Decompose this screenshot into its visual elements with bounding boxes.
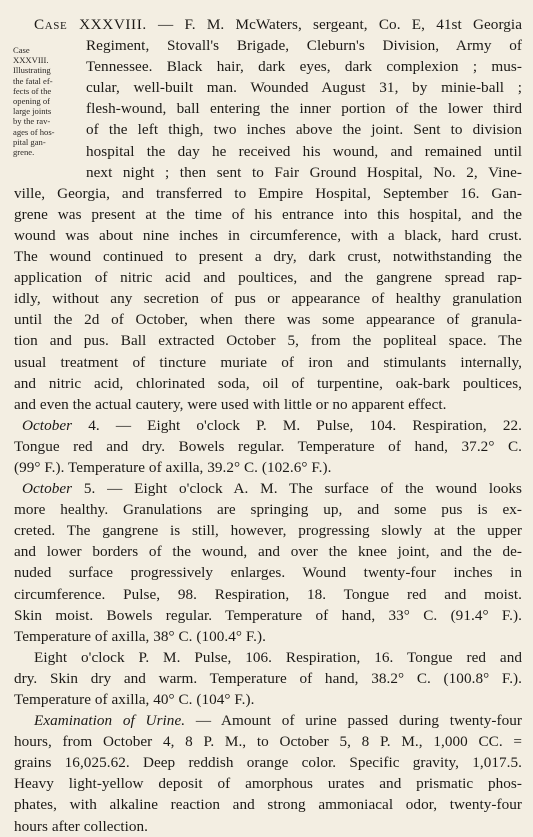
text-line: hours, from October 4, 8 P. M., to October 5, 8 P. M., 1,000 CC. = <box>14 733 522 751</box>
text-fragment: — F. M. McWaters, sergeant, Co. E, 41st Georgia <box>158 16 522 33</box>
text-line <box>14 710 522 731</box>
text-fragment: — Amount of urine passed during twenty-four <box>195 712 522 730</box>
text-line: grains 16,025.62. Deep reddish orange color. Specific gravity, 1,017.5. <box>14 754 522 772</box>
text-fragment: 4. — Eight o'clock P. M. Pulse, 104. Respiration, 22. <box>88 416 522 434</box>
text-line: hours after collection. <box>14 817 148 835</box>
text-line: more healthy. Granulations are springing up, and some pus is ex- <box>14 501 522 519</box>
text-line: idly, without any secretion of pus or appearance of healthy granulation <box>14 290 522 308</box>
text-line: and nitric acid, chlorinated soda, oil of turpentine, oak-bark poultices, <box>14 374 522 392</box>
margin-note-line: XXXVIII. <box>13 55 49 66</box>
margin-note-line: large joints <box>13 106 52 117</box>
text-line: Temperature of axilla, 40° C. (104° F.). <box>14 691 255 708</box>
text-line: nuded surface progressively enlarges. Wound twenty-four inches in <box>14 564 522 582</box>
margin-note-line: opening of <box>13 96 50 107</box>
text-line: of the left thigh, two inches above the joint. Sent to division <box>86 121 522 139</box>
text-line: grene was present at the time of his entrance into this hospital, and the <box>14 205 522 223</box>
text-line: and even the actual cautery, were used with little or no apparent effect. <box>14 395 447 413</box>
text-line: until the 2d of October, when there was some appearance of granula- <box>14 311 522 329</box>
margin-note-line: Illustrating <box>13 65 51 76</box>
text-line: Tennessee. Black hair, dark eyes, dark complexion ; mus- <box>86 58 522 76</box>
text-line <box>14 14 522 35</box>
margin-note-line: by the rav- <box>13 116 51 127</box>
text-line: cular, well-built man. Wounded August 31, by minie-ball ; <box>86 79 522 97</box>
margin-note-line: Case <box>13 45 30 55</box>
margin-note-line: grene. <box>13 147 35 158</box>
text-line: hospital the day he received his wound, and remained until <box>86 142 522 160</box>
margin-note-line: pital gan- <box>13 136 46 147</box>
text-line: The wound continued to present a dry, dark crust, notwithstanding the <box>14 248 522 266</box>
margin-note-line: ages of hos- <box>13 126 55 137</box>
text-line: Heavy light-yellow deposit of amorphous urates and prismatic phos- <box>14 775 522 793</box>
text-line: flesh-wound, ball entering the inner portion of the lower third <box>86 100 522 118</box>
text-fragment: 5. — Eight o'clock A. M. The surface of the wound looks <box>83 480 522 498</box>
text-line: tion and pus. Ball extracted October 5, from the popliteal space. The <box>14 332 522 350</box>
date-label: October <box>22 480 73 498</box>
section-heading: Examination of Urine. <box>34 712 186 730</box>
text-line: Regiment, Stovall's Brigade, Cleburn's Division, Army of <box>86 37 522 55</box>
text-line: next night ; then sent to Fair Ground Hospital, No. 2, Vine- <box>86 163 522 181</box>
text-line: Skin moist. Bowels regular. Temperature of hand, 33° C. (91.4° F.). <box>14 606 522 624</box>
text-line: wound was about nine inches in circumference, with a black, hard crust. <box>14 226 522 244</box>
margin-note-line: the fatal ef- <box>13 75 53 86</box>
text-line: application of nitric acid and poultices, and the gangrene spread rap- <box>14 269 522 287</box>
text-line: dry. Skin dry and warm. Temperature of hand, 38.2° C. (100.8° F.). <box>14 669 522 687</box>
case-heading: Case XXXVIII. <box>34 16 147 33</box>
text-line: Tongue red and dry. Bowels regular. Temperature of hand, 37.2° C. <box>14 437 522 455</box>
text-line: Temperature of axilla, 38° C. (100.4° F.). <box>14 627 266 645</box>
text-line: phates, with alkaline reaction and strong ammoniacal odor, twenty-four <box>14 796 522 814</box>
text-line: creted. The gangrene is still, however, progressing slowly at the upper <box>14 522 522 540</box>
text-line <box>14 415 522 436</box>
text-line: ville, Georgia, and transferred to Empire Hospital, September 16. Gan- <box>14 184 522 202</box>
body-text <box>14 14 522 837</box>
date-label: October <box>22 416 73 434</box>
text-line: usual treatment of tincture muriate of iron and stimulants internally, <box>14 353 522 371</box>
text-line <box>14 478 522 499</box>
text-line: Eight o'clock P. M. Pulse, 106. Respiration, 16. Tongue red and <box>34 648 522 666</box>
text-line: (99° F.). Temperature of axilla, 39.2° C. (102.6° F.). <box>14 458 332 476</box>
text-line: circumference. Pulse, 98. Respiration, 18. Tongue red and moist. <box>14 585 522 603</box>
margin-note-line: fects of the <box>13 85 52 96</box>
text-line: and lower borders of the wound, and over the knee joint, and the de- <box>14 543 522 561</box>
